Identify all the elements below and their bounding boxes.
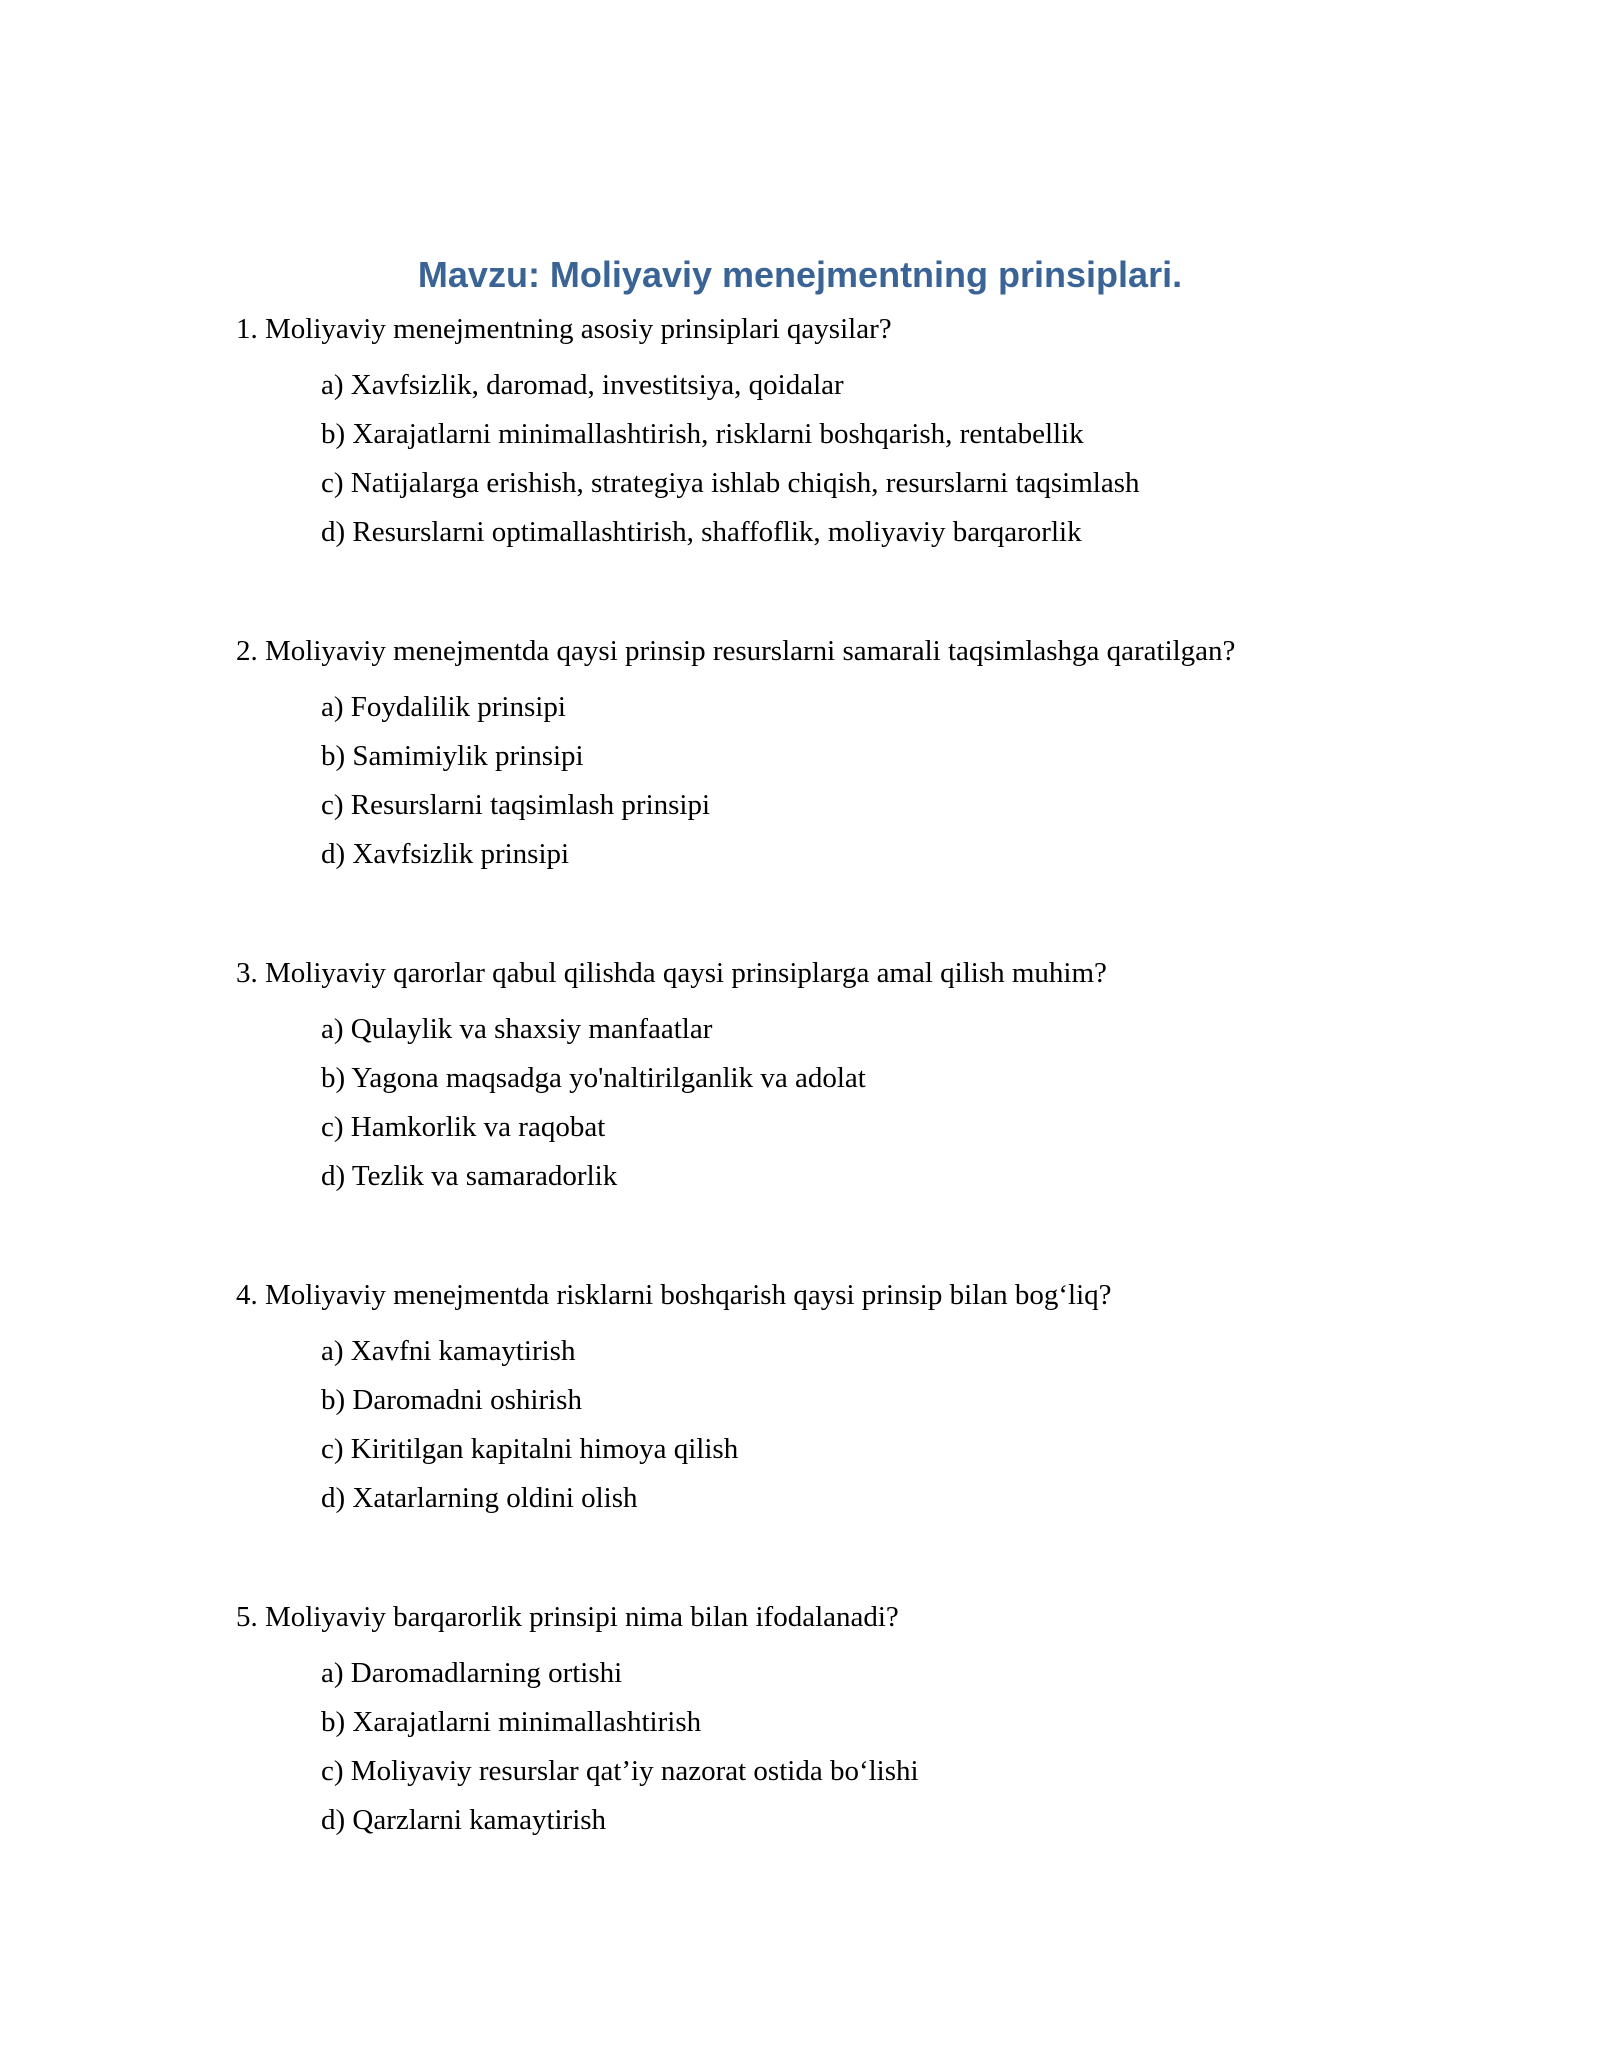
question-4	[236, 1277, 1436, 1529]
option-c: c) Kiritilgan kapitalni himoya qilish	[321, 1433, 739, 1465]
option-a: a) Qulaylik va shaxsiy manfaatlar	[321, 1013, 713, 1045]
question-text: 4. Moliyaviy menejmentda risklarni boshqarish qaysi prinsip bilan bog‘liq?	[236, 1279, 1112, 1311]
option-c: c) Moliyaviy resurslar qat’iy nazorat ostida bo‘lishi	[321, 1755, 919, 1787]
option-d: d) Xavfsizlik prinsipi	[321, 838, 570, 870]
option-a: a) Daromadlarning ortishi	[321, 1657, 623, 1689]
answer-options	[321, 1655, 1436, 1851]
answer-options	[321, 689, 1436, 885]
answer-options	[321, 1011, 1436, 1207]
option-d: d) Resurslarni optimallashtirish, shaffoflik, moliyaviy barqarorlik	[321, 516, 1082, 548]
option-a: a) Xavfsizlik, daromad, investitsiya, qoidalar	[321, 369, 844, 401]
option-d: d) Xatarlarning oldini olish	[321, 1482, 638, 1514]
option-a: a) Foydalilik prinsipi	[321, 691, 566, 723]
question-text: 3. Moliyaviy qarorlar qabul qilishda qaysi prinsiplarga amal qilish muhim?	[236, 957, 1107, 989]
question-2	[236, 633, 1436, 885]
option-b: b) Samimiylik prinsipi	[321, 740, 584, 772]
question-1	[236, 311, 1436, 563]
option-b: b) Yagona maqsadga yo'naltirilganlik va adolat	[321, 1062, 866, 1094]
page-title: Mavzu: Moliyaviy menejmentning prinsiplari.	[417, 254, 1183, 295]
option-a: a) Xavfni kamaytirish	[321, 1335, 576, 1367]
question-5	[236, 1599, 1436, 1851]
option-b: b) Xarajatlarni minimallashtirish	[321, 1706, 702, 1738]
answer-options	[321, 1333, 1436, 1529]
option-d: d) Qarzlarni kamaytirish	[321, 1804, 607, 1836]
option-c: c) Hamkorlik va raqobat	[321, 1111, 606, 1143]
option-b: b) Daromadni oshirish	[321, 1384, 582, 1416]
answer-options	[321, 367, 1436, 563]
question-text: 1. Moliyaviy menejmentning asosiy prinsiplari qaysilar?	[236, 313, 892, 345]
question-text: 5. Moliyaviy barqarorlik prinsipi nima bilan ifodalanadi?	[236, 1601, 899, 1633]
option-c: c) Natijalarga erishish, strategiya ishlab chiqish, resurslarni taqsimlash	[321, 467, 1140, 499]
option-d: d) Tezlik va samaradorlik	[321, 1160, 618, 1192]
option-b: b) Xarajatlarni minimallashtirish, risklarni boshqarish, rentabellik	[321, 418, 1084, 450]
question-3	[236, 955, 1436, 1207]
option-c: c) Resurslarni taqsimlash prinsipi	[321, 789, 711, 821]
question-text: 2. Moliyaviy menejmentda qaysi prinsip resurslarni samarali taqsimlashga qaratilgan?	[236, 635, 1236, 667]
